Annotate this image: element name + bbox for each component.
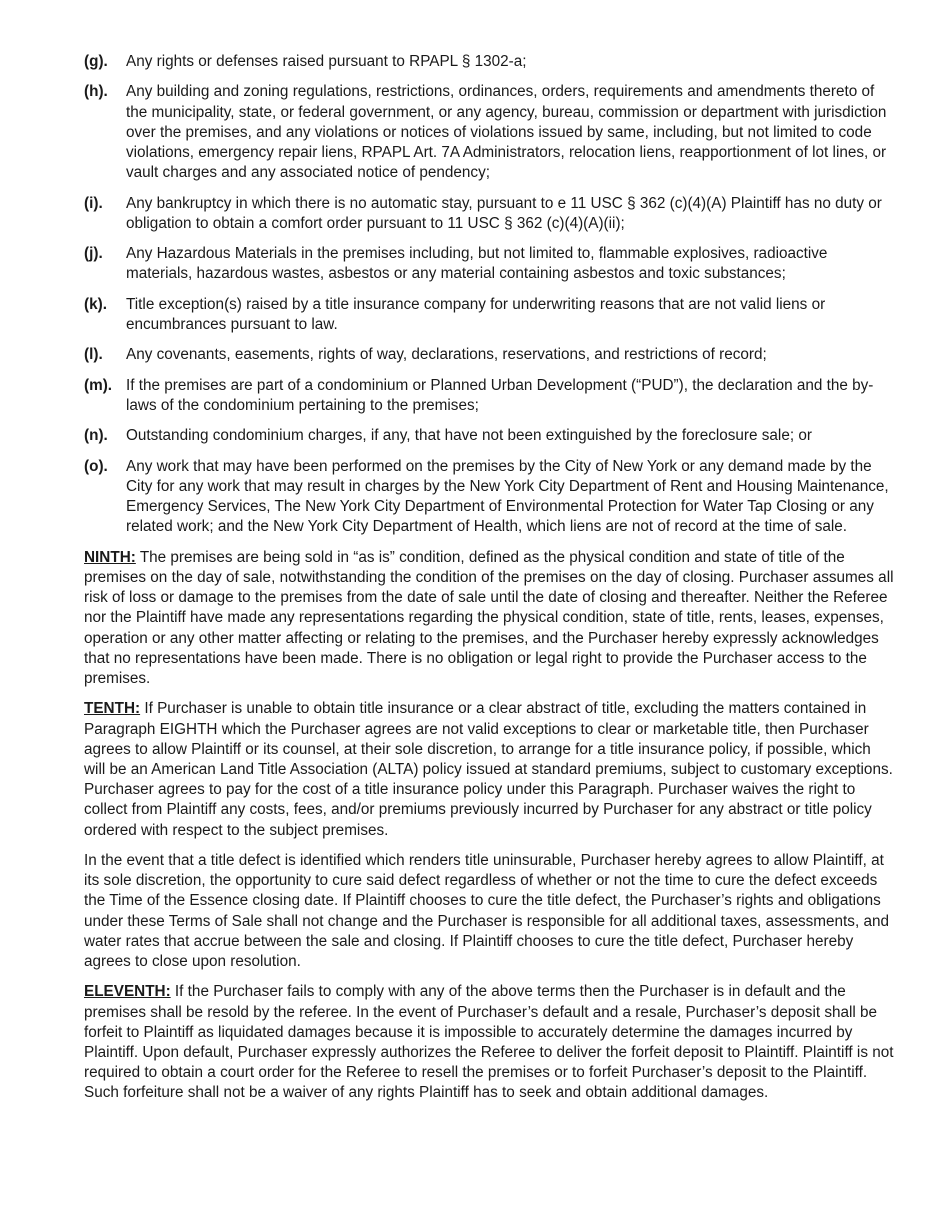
- list-item-text: Any bankruptcy in which there is no automatic stay, pursuant to e 11 USC § 362 (c)(4)(A) Plaintiff has no duty or obligation to obtain a comfort order pursuant to 11 USC § 362 (c)(4)(A)(ii);: [126, 194, 882, 232]
- tenth-text: If Purchaser is unable to obtain title insurance or a clear abstract of title, excluding the matters contained in Paragraph EIGHTH which the Purchaser agrees are not valid exceptions to clear or marketable title, then Purchaser agrees to allow Plaintiff or its counsel, at their sole discretion, to arrange for a title insurance policy, if possible, which will be an American Land Title Association (ALTA) policy issued at standard premiums, subject to customary exceptions. Purchaser agrees to pay for the cost of a title insurance policy under this Paragraph. Purchaser waives the right to collect from Plaintiff any costs, fees, and/or premiums previously incurred by Purchaser for any abstract or title policy ordered with respect to the subject premises.: [84, 700, 893, 839]
- ninth-paragraph: [84, 548, 894, 689]
- list-item-text: Any Hazardous Materials in the premises including, but not limited to, flammable explosives, radioactive materials, hazardous wastes, asbestos or any material containing asbestos and toxic substances;: [126, 245, 828, 283]
- list-item-label: (g).: [84, 53, 108, 70]
- list-item-text: Any covenants, easements, rights of way, declarations, reservations, and restrictions of record;: [126, 346, 767, 364]
- tenth-continuation-paragraph: In the event that a title defect is identified which renders title uninsurable, Purchaser hereby agrees to allow Plaintiff, at its sole discretion, the opportunity to cure said defect regardless of whether or not the time to cure the defect exceeds the Time of the Essence closing date. If Plaintiff chooses to cure the title defect, the Purchaser’s rights and obligations under these Terms of Sale shall not change and the Purchaser is responsible for all additional taxes, assessments, and water rates that accrue between the sale and closing. If Plaintiff chooses to cure the title defect, Purchaser hereby agrees to close upon resolution.: [84, 851, 889, 970]
- list-item-label: (n).: [84, 427, 108, 445]
- eleventh-text: If the Purchaser fails to comply with any of the above terms then the Purchaser is in default and the premises shall be resold by the referee. In the event of Purchaser’s default and a resale, Purchaser’s deposit shall be forfeit to Plaintiff as liquidated damages because it is impossible to accurately determine the damages incurred by Plaintiff. Upon default, Purchaser expressly authorizes the Referee to deliver the forfeit deposit to Plaintiff. Plaintiff is not required to obtain a court order for the Referee to resell the premises or to forfeit Purchaser’s deposit to the Plaintiff. Such forfeiture shall not be a waiver of any rights Plaintiff has to seek and obtain additional damages.: [84, 983, 894, 1102]
- list-item-i: [84, 194, 894, 234]
- list-item-g: [84, 52, 894, 72]
- list-item-text: Any rights or defenses raised pursuant to RPAPL § 1302-a;: [126, 53, 527, 70]
- list-item-k: [84, 295, 894, 335]
- tenth-paragraph: [84, 699, 894, 840]
- eleventh-heading: ELEVENTH:: [84, 983, 171, 1001]
- list-item-label: (l).: [84, 346, 103, 364]
- tenth-heading: TENTH:: [84, 700, 141, 718]
- list-item-text: Any building and zoning regulations, restrictions, ordinances, orders, requirements and amendments thereto of the municipality, state, or federal government, or any agency, bureau, commission or department with jurisdiction over the premises, and any violations or notices of violations issued by same, including, but not limited to code violations, emergency repair liens, RPAPL Art. 7A Administrators, relocation liens, reapportionment of lot lines, or vault charges and any associated notice of pendency;: [126, 83, 887, 182]
- document-page: [84, 52, 894, 1114]
- list-item-label: (h).: [84, 83, 108, 101]
- list-item-h: [84, 82, 894, 183]
- list-item-o: [84, 457, 894, 538]
- list-item-label: (j).: [84, 245, 103, 263]
- list-item-label: (k).: [84, 295, 107, 313]
- list-item-l: [84, 345, 894, 365]
- list-item-n: [84, 426, 894, 446]
- list-item-label: (i).: [84, 194, 103, 212]
- list-item-text: Title exception(s) raised by a title insurance company for underwriting reasons that are not valid liens or encumbrances pursuant to law.: [126, 295, 826, 333]
- list-item-j: [84, 244, 894, 284]
- ninth-heading: NINTH:: [84, 548, 136, 566]
- list-item-text: Any work that may have been performed on the premises by the City of New York or any demand made by the City for any work that may result in charges by the New York City Department of Rent and Housing Maintenance, Emergency Services, The New York City Department of Environmental Protection for Water Tap Closing or any related work; and the New York City Department of Health, which liens are not of record at the time of sale.: [126, 457, 889, 536]
- eleventh-paragraph: [84, 982, 894, 1103]
- list-item-text: Outstanding condominium charges, if any, that have not been extinguished by the foreclosure sale; or: [126, 427, 812, 445]
- list-item-m: [84, 376, 894, 416]
- list-item-label: (m).: [84, 376, 113, 394]
- ninth-text: The premises are being sold in “as is” condition, defined as the physical condition and state of title of the premises on the day of sale, notwithstanding the condition of the premises on the day of closing. Purchaser assumes all risk of loss or damage to the premises from the date of sale until the date of closing and thereafter. Neither the Referee nor the Plaintiff have made any representations regarding the physical condition, state of title, rents, leases, expenses, operation or any other matter affecting or relating to the premises, and the Purchaser hereby expressly acknowledges that no representations have been made. There is no obligation or legal right to provide the Purchaser access to the premises.: [84, 548, 894, 687]
- list-item-text: If the premises are part of a condominium or Planned Urban Development (“PUD”), the declaration and the by-laws of the condominium pertaining to the premises;: [126, 376, 874, 414]
- list-item-label: (o).: [84, 457, 108, 475]
